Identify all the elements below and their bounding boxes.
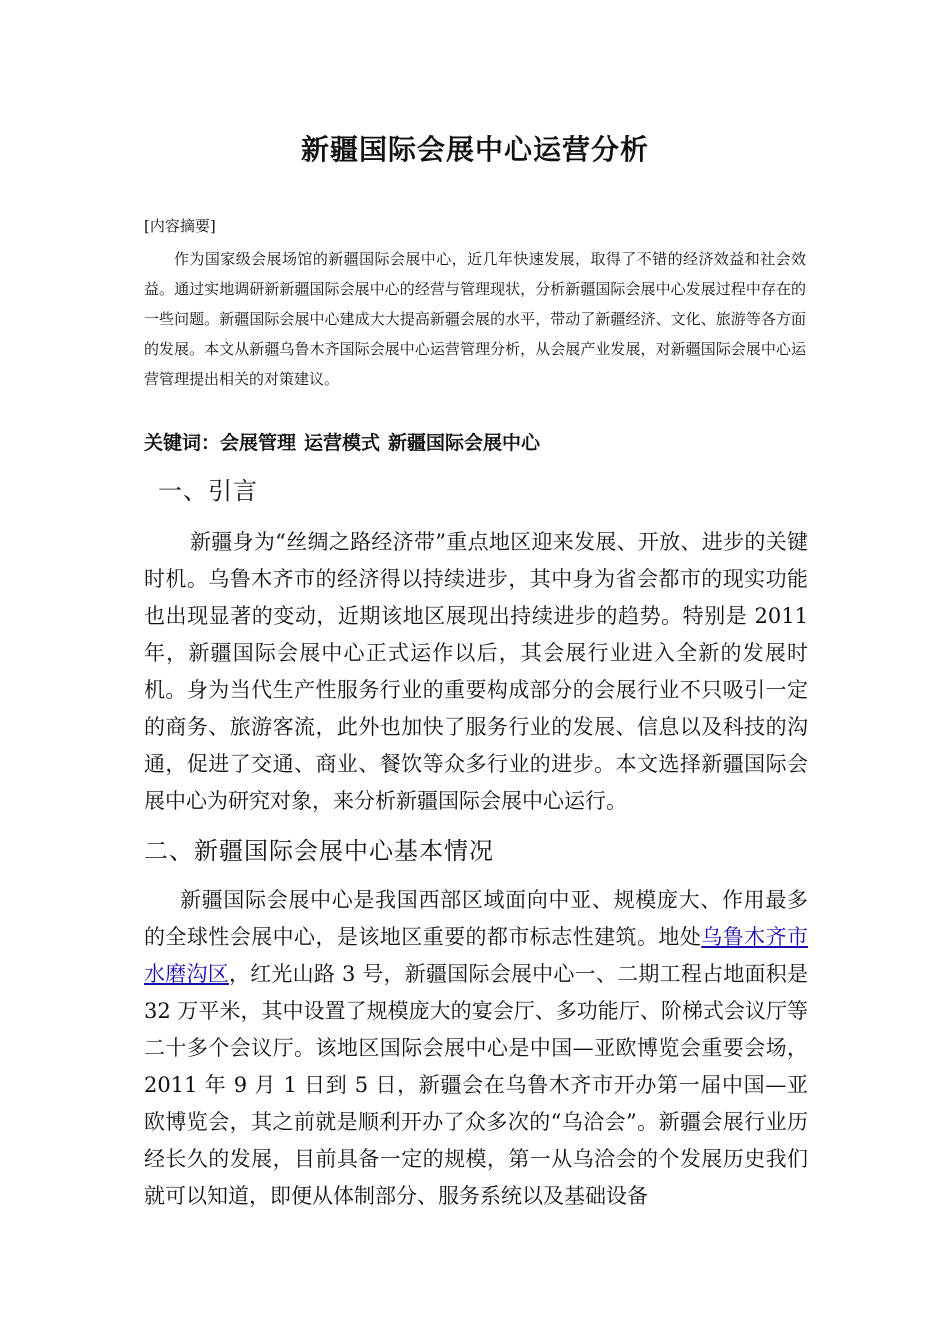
section-heading-introduction: 一、引言 (158, 477, 258, 505)
keywords-line (144, 428, 824, 458)
abstract-label: [内容摘要] (144, 217, 216, 235)
location-link[interactable]: 乌鲁木齐市水磨沟区 (144, 925, 808, 986)
document-title: 新疆国际会展中心运营分析 (300, 133, 649, 166)
keyword-item: 会展管理 (220, 432, 297, 454)
paragraph-text-before-link: 新疆国际会展中心是我国西部区域面向中亚、规模庞大、作用最多的全球性会展中心，是该地区重要的都市标志性建筑。地处 (144, 888, 808, 949)
abstract-text: 作为国家级会展场馆的新疆国际会展中心，近几年快速发展，取得了不错的经济效益和社会效益。通过实地调研新新疆国际会展中心的经营与管理现状，分析新疆国际会展中心发展过程中存在的一些问题。新疆国际会展中心建成大大提高新疆会展的水平，带动了新疆经济、文化、旅游等各方面的发展。本文从新疆乌鲁木齐国际会展中心运营管理分析，从会展产业发展，对新疆国际会展中心运营管理提出相关的对策建议。 (144, 250, 806, 388)
keyword-item: 运营模式 (304, 432, 381, 454)
paragraph-text-after-link: ，红光山路 3 号，新疆国际会展中心一、二期工程占地面积是 32 万平米，其中设置了规模庞大的宴会厅、多功能厅、阶梯式会议厅等二十多个会议厅。该地区国际会展中心是中国—亚欧博览会重要会场，2011 年 9 月 1 日到 5 日，新疆会在乌鲁木齐市开办第一届中国—亚欧博览会，其之前就是顺利开办了众多次的“乌洽会”。新疆会展行业历经长久的发展，目前具备一定的规模，第一从乌洽会的个发展历史我们就可以知道，即便从体制部分、服务系统以及基础设备 (144, 962, 809, 1208)
section-heading-basic-info: 二、新疆国际会展中心基本情况 (144, 837, 494, 865)
keyword-item: 新疆国际会展中心 (388, 432, 541, 454)
introduction-paragraph: 新疆身为“丝绸之路经济带”重点地区迎来发展、开放、进步的关键时机。乌鲁木齐市的经济得以持续进步，其中身为省会都市的现实功能也出现显著的变动，近期该地区展现出持续进步的趋势。特别是 2011 年，新疆国际会展中心正式运作以后，其会展行业进入全新的发展时机。身为当代生产性服务行业的重要构成部分的会展行业不只吸引一定的商务、旅游客流，此外也加快了服务行业的发展、信息以及科技的沟通，促进了交通、商业、餐饮等众多行业的进步。本文选择新疆国际会展中心为研究对象，来分析新疆国际会展中心运行。 (144, 530, 808, 813)
basic-info-paragraph (144, 882, 808, 1215)
keywords-label: 关键词： (144, 432, 221, 454)
